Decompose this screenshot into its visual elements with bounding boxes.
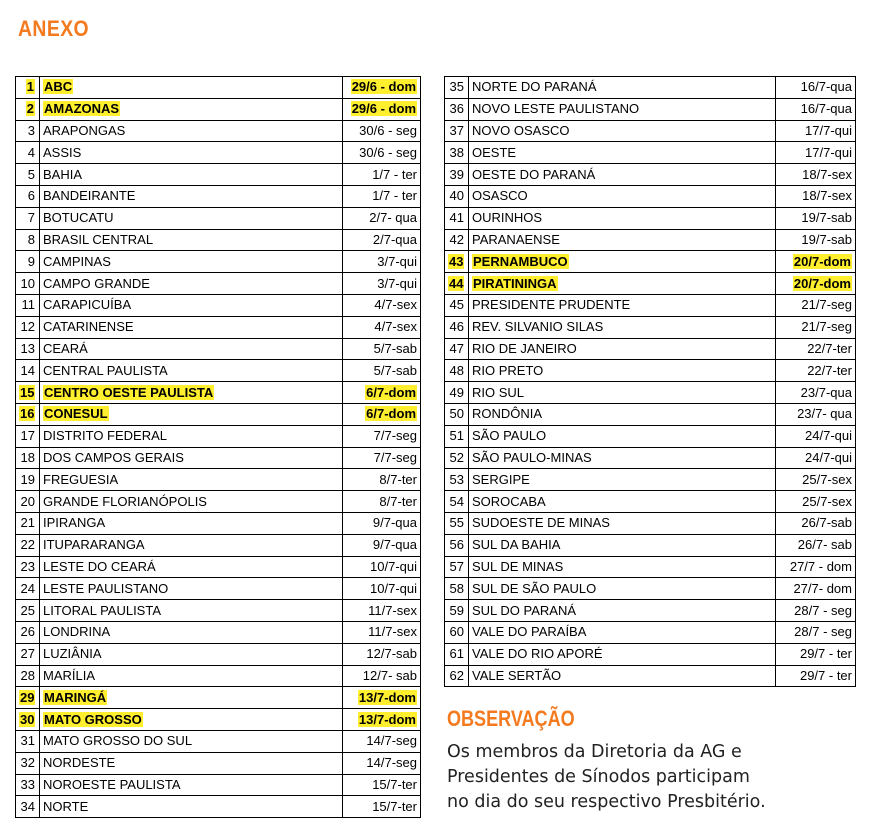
row-date: 9/7-qua [372,515,417,531]
row-date: 27/7- dom [793,580,852,596]
presbytery-name: FREGUESIA [43,471,119,487]
presbytery-name: ARAPONGAS [43,122,126,138]
table-row [16,185,421,207]
row-date: 14/7-seg [366,733,417,749]
table-row [445,425,856,447]
presbytery-name: OESTE [472,144,517,160]
row-date: 29/6 - dom [351,101,416,117]
row-number: 39 [449,166,464,182]
row-number: 23 [20,558,35,574]
table-row [16,207,421,229]
row-date: 22/7-ter [807,362,852,378]
row-date: 17/7-qui [805,122,852,138]
row-date: 6/7-dom [366,406,416,422]
table-row [445,229,856,251]
row-number: 42 [449,231,464,247]
observation-line: no dia do seu respectivo Presbitério. [447,792,766,812]
observation-line: Os membros da Diretoria da AG e [447,742,742,762]
row-date: 18/7-sex [802,188,852,204]
presbytery-name: ABC [44,79,73,95]
table-row [445,469,856,491]
table-row [16,403,421,425]
table-row [16,338,421,360]
table-row [445,185,856,207]
presbytery-name: CENTRAL PAULISTA [43,362,168,378]
presbytery-name: CAMPINAS [43,253,111,269]
row-date: 8/7-ter [379,493,417,509]
presbytery-name: RIO PRETO [472,362,544,378]
row-date: 19/7-sab [801,210,852,226]
presbytery-name: SERGIPE [472,471,530,487]
row-date: 7/7-seg [373,428,417,444]
row-date: 11/7-sex [368,602,417,618]
row-date: 13/7-dom [358,689,416,705]
observation-text [447,740,847,815]
table-row [16,273,421,295]
table-row [16,774,421,796]
presbytery-name: NORTE DO PARANÁ [472,79,597,95]
table-row [445,251,856,273]
row-number: 50 [449,406,464,422]
row-date: 11/7-sex [368,624,417,640]
row-number: 53 [449,471,464,487]
presbytery-name: VALE DO RIO APORÉ [472,646,603,662]
table-row [445,382,856,404]
presbytery-name: PIRATININGA [473,275,557,291]
row-number: 59 [449,602,464,618]
presbytery-name: NORTE [43,798,89,814]
presbytery-name: SUL DE MINAS [472,558,564,574]
presbytery-name: ITUPARARANGA [43,537,145,553]
row-date: 29/7 - ter [799,667,852,683]
presbytery-name: NOROESTE PAULISTA [43,776,181,792]
row-date: 1/7 - ter [372,166,417,182]
row-date: 15/7-ter [372,798,417,814]
table-row [445,164,856,186]
table-row [16,752,421,774]
row-number: 7 [27,210,35,226]
presbytery-name: IPIRANGA [43,515,106,531]
row-number: 49 [449,384,464,400]
table-row [16,665,421,687]
row-number: 56 [449,537,464,553]
row-date: 19/7-sab [801,231,852,247]
presbytery-name: CONESUL [44,406,108,422]
table-row [445,316,856,338]
presbytery-name: CATARINENSE [43,319,134,335]
presbytery-name: PARANAENSE [472,231,560,247]
table-row [445,338,856,360]
row-number: 60 [449,624,464,640]
presbytery-name: OSASCO [472,188,528,204]
row-date: 16/7-qua [800,79,852,95]
row-date: 20/7-dom [793,253,851,269]
row-date: 2/7- qua [369,210,417,226]
row-number: 32 [20,755,35,771]
table-row [445,578,856,600]
row-date: 29/6 - dom [351,79,416,95]
row-number: 20 [20,493,35,509]
table-row [16,294,421,316]
presbytery-name: CEARÁ [43,340,88,356]
row-date: 14/7-seg [366,755,417,771]
row-number: 34 [20,798,35,814]
presbytery-name: NORDESTE [43,755,116,771]
row-date: 21/7-seg [801,319,852,335]
presbytery-name: MARÍLIA [43,667,96,683]
presbytery-name: CAMPO GRANDE [43,275,150,291]
row-number: 5 [27,166,35,182]
row-number: 10 [20,275,35,291]
presbytery-name: BRASIL CENTRAL [43,231,154,247]
row-number: 44 [449,275,464,291]
row-number: 61 [449,646,464,662]
presbytery-name: GRANDE FLORIANÓPOLIS [43,493,207,509]
row-number: 26 [20,624,35,640]
row-date: 28/7 - seg [794,602,852,618]
table-row [16,77,421,99]
row-number: 58 [449,580,464,596]
row-number: 27 [20,646,35,662]
table-row [445,621,856,643]
table-row [16,425,421,447]
table-row [16,600,421,622]
presbytery-name: REV. SILVANIO SILAS [472,319,604,335]
row-number: 51 [449,428,464,444]
row-number: 4 [27,144,35,160]
presbytery-name: LITORAL PAULISTA [43,602,162,618]
row-number: 52 [449,449,464,465]
table-row [16,534,421,556]
row-number: 41 [449,210,464,226]
table-row [445,643,856,665]
table-row [16,556,421,578]
presbytery-name: BAHIA [43,166,83,182]
row-number: 57 [449,558,464,574]
row-number: 16 [20,406,35,422]
presbytery-name: LESTE PAULISTANO [43,580,169,596]
row-date: 10/7-qui [370,558,417,574]
row-date: 4/7-sex [374,297,417,313]
table-row [445,665,856,687]
presbytery-name: SÃO PAULO [472,428,547,444]
row-number: 19 [20,471,35,487]
presbytery-name: SUL DE SÃO PAULO [472,580,597,596]
presbytery-name: BOTUCATU [43,210,114,226]
presbytery-name: DOS CAMPOS GERAIS [43,449,184,465]
row-date: 28/7 - seg [794,624,852,640]
row-number: 40 [449,188,464,204]
presbytery-name: MARINGÁ [44,689,107,705]
row-date: 3/7-qui [377,275,417,291]
presbytery-name: RIO DE JANEIRO [472,340,577,356]
row-date: 29/7 - ter [799,646,852,662]
table-row [16,687,421,709]
row-date: 6/7-dom [366,384,416,400]
row-date: 26/7-sab [801,515,852,531]
presbytery-name: PRESIDENTE PRUDENTE [472,297,631,313]
row-number: 11 [21,297,35,313]
table-row [445,142,856,164]
row-date: 13/7-dom [358,711,416,727]
presbytery-name: LESTE DO CEARÁ [43,558,156,574]
row-number: 46 [449,319,464,335]
row-number: 22 [20,537,35,553]
presbytery-name: SUL DA BAHIA [472,537,561,553]
table-row [445,534,856,556]
row-date: 9/7-qua [372,537,417,553]
table-row [16,316,421,338]
observation-line: Presidentes de Sínodos participam [447,767,750,787]
table-row [445,600,856,622]
row-number: 54 [449,493,464,509]
presbytery-name: CARAPICUÍBA [43,297,132,313]
table-row [16,360,421,382]
table-row [16,229,421,251]
presbytery-name: NOVO OSASCO [472,122,570,138]
table-row [16,447,421,469]
row-date: 24/7-qui [805,428,852,444]
row-number: 45 [449,297,464,313]
table-row [16,730,421,752]
table-row [445,556,856,578]
table-row [445,294,856,316]
table-row [16,469,421,491]
table-row [16,120,421,142]
row-number: 33 [20,776,35,792]
row-number: 24 [20,580,35,596]
row-date: 16/7-qua [800,101,852,117]
row-date: 22/7-ter [807,340,852,356]
presbytery-name: ASSIS [43,144,82,160]
row-number: 36 [449,101,464,117]
table-row [445,512,856,534]
row-date: 7/7-seg [373,449,417,465]
row-number: 15 [20,384,35,400]
row-date: 23/7-qua [800,384,852,400]
row-number: 55 [449,515,464,531]
row-date: 8/7-ter [379,471,417,487]
presbytery-name: LONDRINA [43,624,111,640]
row-date: 12/7-sab [366,646,417,662]
row-number: 14 [20,362,35,378]
row-number: 31 [20,733,35,749]
row-date: 10/7-qui [370,580,417,596]
presbytery-name: MATO GROSSO [44,711,142,727]
observation-title: OBSERVAÇÃO [447,706,575,731]
presbytery-name: BANDEIRANTE [43,188,136,204]
table-row [16,142,421,164]
row-number: 62 [449,667,464,683]
table-row [16,98,421,120]
presbytery-name: CENTRO OESTE PAULISTA [44,384,214,400]
presbytery-name: MATO GROSSO DO SUL [43,733,193,749]
row-date: 5/7-sab [373,340,417,356]
page-title: ANEXO [18,16,90,41]
presbytery-name: OURINHOS [472,210,543,226]
table-row [445,77,856,99]
row-number: 13 [20,340,35,356]
row-date: 12/7- sab [362,667,417,683]
row-number: 37 [449,122,464,138]
presbytery-name: PERNAMBUCO [473,253,568,269]
row-date: 23/7- qua [797,406,852,422]
row-number: 38 [449,144,464,160]
row-date: 5/7-sab [373,362,417,378]
row-date: 17/7-qui [805,144,852,160]
row-date: 21/7-seg [801,297,852,313]
row-date: 1/7 - ter [372,188,417,204]
presbytery-name: NOVO LESTE PAULISTANO [472,101,640,117]
presbytery-name: VALE SERTÃO [472,667,562,683]
table-row [445,491,856,513]
presbytery-name: SUDOESTE DE MINAS [472,515,610,531]
table-row [445,273,856,295]
row-date: 25/7-sex [802,493,852,509]
row-number: 17 [20,428,35,444]
row-date: 4/7-sex [374,319,417,335]
row-date: 20/7-dom [793,275,851,291]
row-number: 30 [20,711,35,727]
table-row [16,796,421,818]
presbytery-name: SÃO PAULO-MINAS [472,449,592,465]
row-date: 24/7-qui [805,449,852,465]
row-number: 3 [27,122,35,138]
presbytery-name: VALE DO PARAÍBA [472,624,587,640]
presbytery-name: LUZIÂNIA [43,646,102,662]
presbytery-name: SOROCABA [472,493,546,509]
table-row [445,120,856,142]
row-number: 9 [27,253,35,269]
row-number: 47 [449,340,464,356]
row-date: 15/7-ter [372,776,417,792]
row-number: 28 [20,667,35,683]
row-number: 12 [20,319,35,335]
presbytery-name: OESTE DO PARANÁ [472,166,596,182]
table-row [16,251,421,273]
row-date: 26/7- sab [797,537,852,553]
table-row [16,164,421,186]
presbytery-name: SUL DO PARANÁ [472,602,577,618]
row-date: 2/7-qua [372,231,417,247]
row-date: 25/7-sex [802,471,852,487]
presbytery-name: DISTRITO FEDERAL [43,428,168,444]
row-number: 21 [20,515,35,531]
table-row [445,98,856,120]
table-row [445,360,856,382]
row-number: 2 [26,101,34,117]
table-row [445,403,856,425]
table-row [445,207,856,229]
row-number: 48 [449,362,464,378]
table-row [16,578,421,600]
presbytery-name: AMAZONAS [44,101,120,117]
table-row [16,491,421,513]
table-row [445,447,856,469]
row-date: 30/6 - seg [359,122,417,138]
row-date: 18/7-sex [802,166,852,182]
row-date: 27/7 - dom [789,558,852,574]
row-date: 3/7-qui [377,253,417,269]
row-number: 25 [20,602,35,618]
row-number: 18 [20,449,35,465]
table-row [16,709,421,731]
row-number: 1 [26,79,34,95]
table-row [16,512,421,534]
row-number: 8 [27,231,35,247]
schedule-table-left [15,76,421,818]
table-row [16,621,421,643]
table-row [16,643,421,665]
row-number: 29 [20,689,35,705]
schedule-table-right [444,76,856,687]
row-number: 35 [449,79,464,95]
row-number: 6 [27,188,35,204]
table-row [16,382,421,404]
row-date: 30/6 - seg [359,144,417,160]
row-number: 43 [449,253,464,269]
presbytery-name: RIO SUL [472,384,525,400]
presbytery-name: RONDÔNIA [472,406,543,422]
